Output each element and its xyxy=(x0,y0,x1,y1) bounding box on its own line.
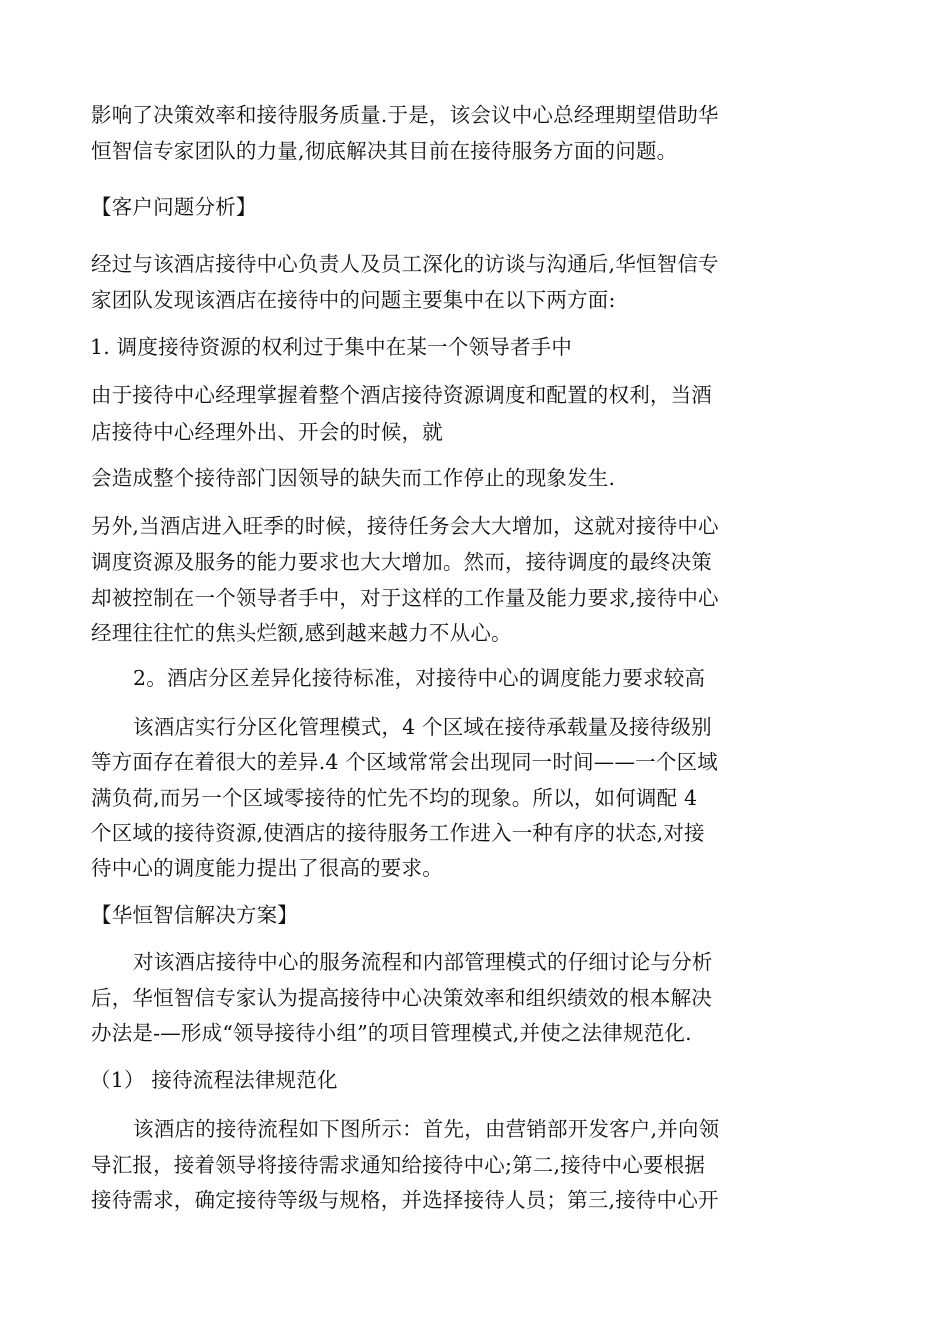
section-heading-solution: 【华恒智信解决方案】 xyxy=(91,903,298,927)
paragraph-line: 恒智信专家团队的力量,彻底解决其目前在接待服务方面的问题。 xyxy=(91,139,678,163)
paragraph-line: 导汇报，接着领导将接待需求通知给接待中心;第二,接待中心要根据 xyxy=(91,1153,706,1177)
paragraph-line: 却被控制在一个领导者手中，对于这样的工作量及能力要求,接待中心 xyxy=(91,586,719,610)
paragraph-line: 该酒店的接待流程如下图所示：首先，由营销部开发客户,并向领 xyxy=(133,1117,720,1141)
paragraph-line: 待中心的调度能力提出了很高的要求。 xyxy=(91,856,443,880)
paragraph-line: 该酒店实行分区化管理模式，4 个区域在接待承载量及接待级别 xyxy=(133,715,712,739)
paragraph-line: 店接待中心经理外出、开会的时候，就 xyxy=(91,420,443,444)
paragraph-line: 后，华恒智信专家认为提高接待中心决策效率和组织绩效的根本解决 xyxy=(91,986,712,1010)
numbered-item-2: 2。酒店分区差异化接待标准，对接待中心的调度能力要求较高 xyxy=(133,666,706,690)
paragraph-line: 对该酒店接待中心的服务流程和内部管理模式的仔细讨论与分析 xyxy=(133,950,713,974)
paragraph-line: 办法是-—形成“领导接待小组”的项目管理模式,并使之法律规范化. xyxy=(91,1021,692,1045)
numbered-item-1: 1. 调度接待资源的权利过于集中在某一个领导者手中 xyxy=(90,335,573,359)
paragraph-line: 个区域的接待资源,使酒店的接待服务工作进入一种有序的状态,对接 xyxy=(91,821,705,845)
section-heading-customer-analysis: 【客户问题分析】 xyxy=(91,195,257,219)
paragraph-line: 影响了决策效率和接待服务质量.于是，该会议中心总经理期望借助华 xyxy=(91,103,719,127)
paragraph-line: 另外,当酒店进入旺季的时候，接待任务会大大增加，这就对接待中心 xyxy=(91,514,719,538)
paragraph-line: 调度资源及服务的能力要求也大大增加。然而，接待调度的最终决策 xyxy=(91,550,712,574)
paragraph-line: 家团队发现该酒店在接待中的问题主要集中在以下两方面: xyxy=(91,288,616,312)
paragraph-line: 等方面存在着很大的差异.4 个区域常常会出现同一时间——一个区域 xyxy=(91,750,718,774)
paragraph-line: 经过与该酒店接待中心负责人及员工深化的访谈与沟通后,华恒智信专 xyxy=(91,252,719,276)
paragraph-line: 满负荷,而另一个区域零接待的忙先不均的现象。所以，如何调配 4 xyxy=(91,786,698,810)
paragraph-line: 经理往往忙的焦头烂额,感到越来越力不从心。 xyxy=(91,621,512,645)
paragraph-line: 接待需求，确定接待等级与规格，并选择接待人员；第三,接待中心开 xyxy=(91,1188,719,1212)
paragraph-line: 会造成整个接待部门因领导的缺失而工作停止的现象发生. xyxy=(91,466,616,490)
sub-heading-1: （1） 接待流程法律规范化 xyxy=(90,1068,338,1092)
paragraph-line: 由于接待中心经理掌握着整个酒店接待资源调度和配置的权利，当酒 xyxy=(91,383,712,407)
